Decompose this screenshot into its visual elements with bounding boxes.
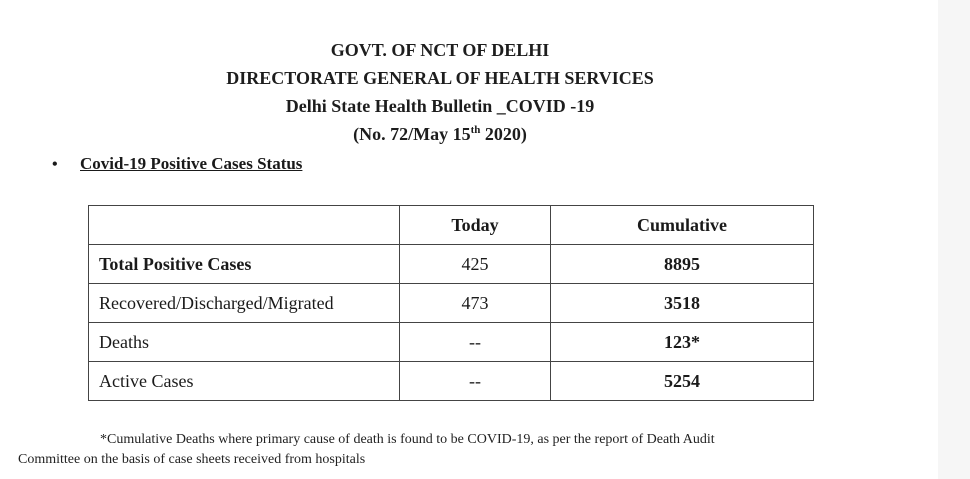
table-row [89, 362, 814, 401]
table-row [89, 245, 814, 284]
row-cumulative: 123* [551, 323, 814, 362]
table-header-empty [89, 206, 400, 245]
table-row [89, 284, 814, 323]
table-row [89, 323, 814, 362]
row-cumulative: 8895 [551, 245, 814, 284]
footnote-line-2: Committee on the basis of case sheets received from hospitals [18, 452, 366, 467]
bulletin-header [170, 36, 710, 148]
row-label: Active Cases [89, 362, 400, 401]
row-label: Deaths [89, 323, 400, 362]
page-edge-shadow [938, 0, 970, 479]
section-heading [52, 154, 302, 174]
row-today: 473 [400, 284, 551, 323]
row-cumulative: 5254 [551, 362, 814, 401]
header-line-number [170, 120, 710, 148]
section-title: Covid-19 Positive Cases Status [80, 154, 303, 173]
table-header-row [89, 206, 814, 245]
row-today: -- [400, 323, 551, 362]
table-header-today: Today [400, 206, 551, 245]
row-today: -- [400, 362, 551, 401]
footnote [18, 430, 923, 470]
table-header-cumulative: Cumulative [551, 206, 814, 245]
header-line-govt: GOVT. OF NCT OF DELHI [330, 40, 550, 60]
footnote-line-1: *Cumulative Deaths where primary cause of death is found to be COVID-19, as per the report of Death Audit [100, 432, 715, 447]
header-line-bulletin: Delhi State Health Bulletin _COVID -19 [285, 96, 595, 116]
header-number-suffix: 2020) [480, 124, 527, 144]
bullet-icon: • [52, 156, 58, 173]
row-cumulative: 3518 [551, 284, 814, 323]
row-label: Recovered/Discharged/Migrated [89, 284, 400, 323]
header-number-sup: th [470, 124, 481, 136]
cases-status-table [88, 205, 814, 401]
header-line-directorate: DIRECTORATE GENERAL OF HEALTH SERVICES [226, 68, 654, 88]
row-label: Total Positive Cases [89, 245, 400, 284]
row-today: 425 [400, 245, 551, 284]
header-number-prefix: (No. 72/May 15 [353, 124, 471, 144]
